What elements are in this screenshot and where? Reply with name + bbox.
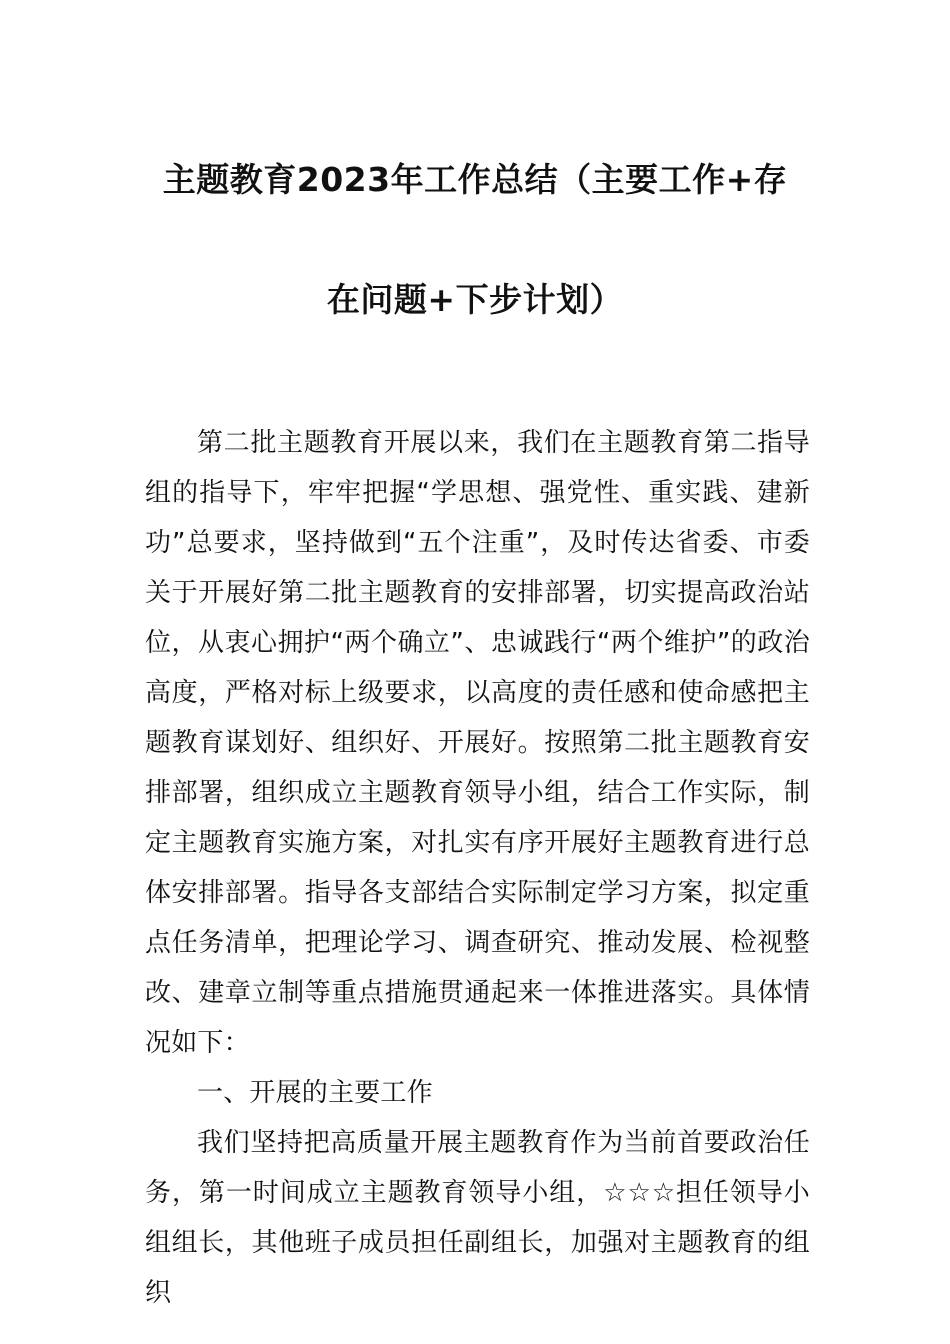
body-paragraph-1: 第二批主题教育开展以来，我们在主题教育第二指导组的指导下，牢牢把握“学思想、强党性、重实践、建新功”总要求，坚持做到“五个注重”，及时传达省委、市委关于开展好第二批主题教育的安排部署，切实提高政治站位，从衷心拥护“两个确立”、忠诚践行“两个维护”的政治高度，严格对标上级要求，以高度的责任感和使命感把主题教育谋划好、组织好、开展好。按照第二批主题教育安排部署，组织成立主题教育领导小组，结合工作实际，制定主题教育实施方案，对扎实有序开展好主题教育进行总体安排部署。指导各支部结合实际制定学习方案，拟定重点任务清单，把理论学习、调查研究、推动发展、检视整改、建章立制等重点措施贯通起来一体推进落实。具体情况如下： [145, 428, 810, 1058]
document-title-line-1: 主题教育2023年工作总结（主要工作+存 [162, 160, 788, 199]
document-body [145, 418, 810, 1318]
body-paragraph-2: 我们坚持把高质量开展主题教育作为当前首要政治任务，第一时间成立主题教育领导小组，☆☆☆担任领导小组组长，其他班子成员担任副组长，加强对主题教育的组织 [145, 1128, 810, 1308]
document-title-line-2: 在问题+下步计划） [326, 280, 624, 319]
section-heading-main-work: 一、开展的主要工作 [197, 1078, 433, 1108]
